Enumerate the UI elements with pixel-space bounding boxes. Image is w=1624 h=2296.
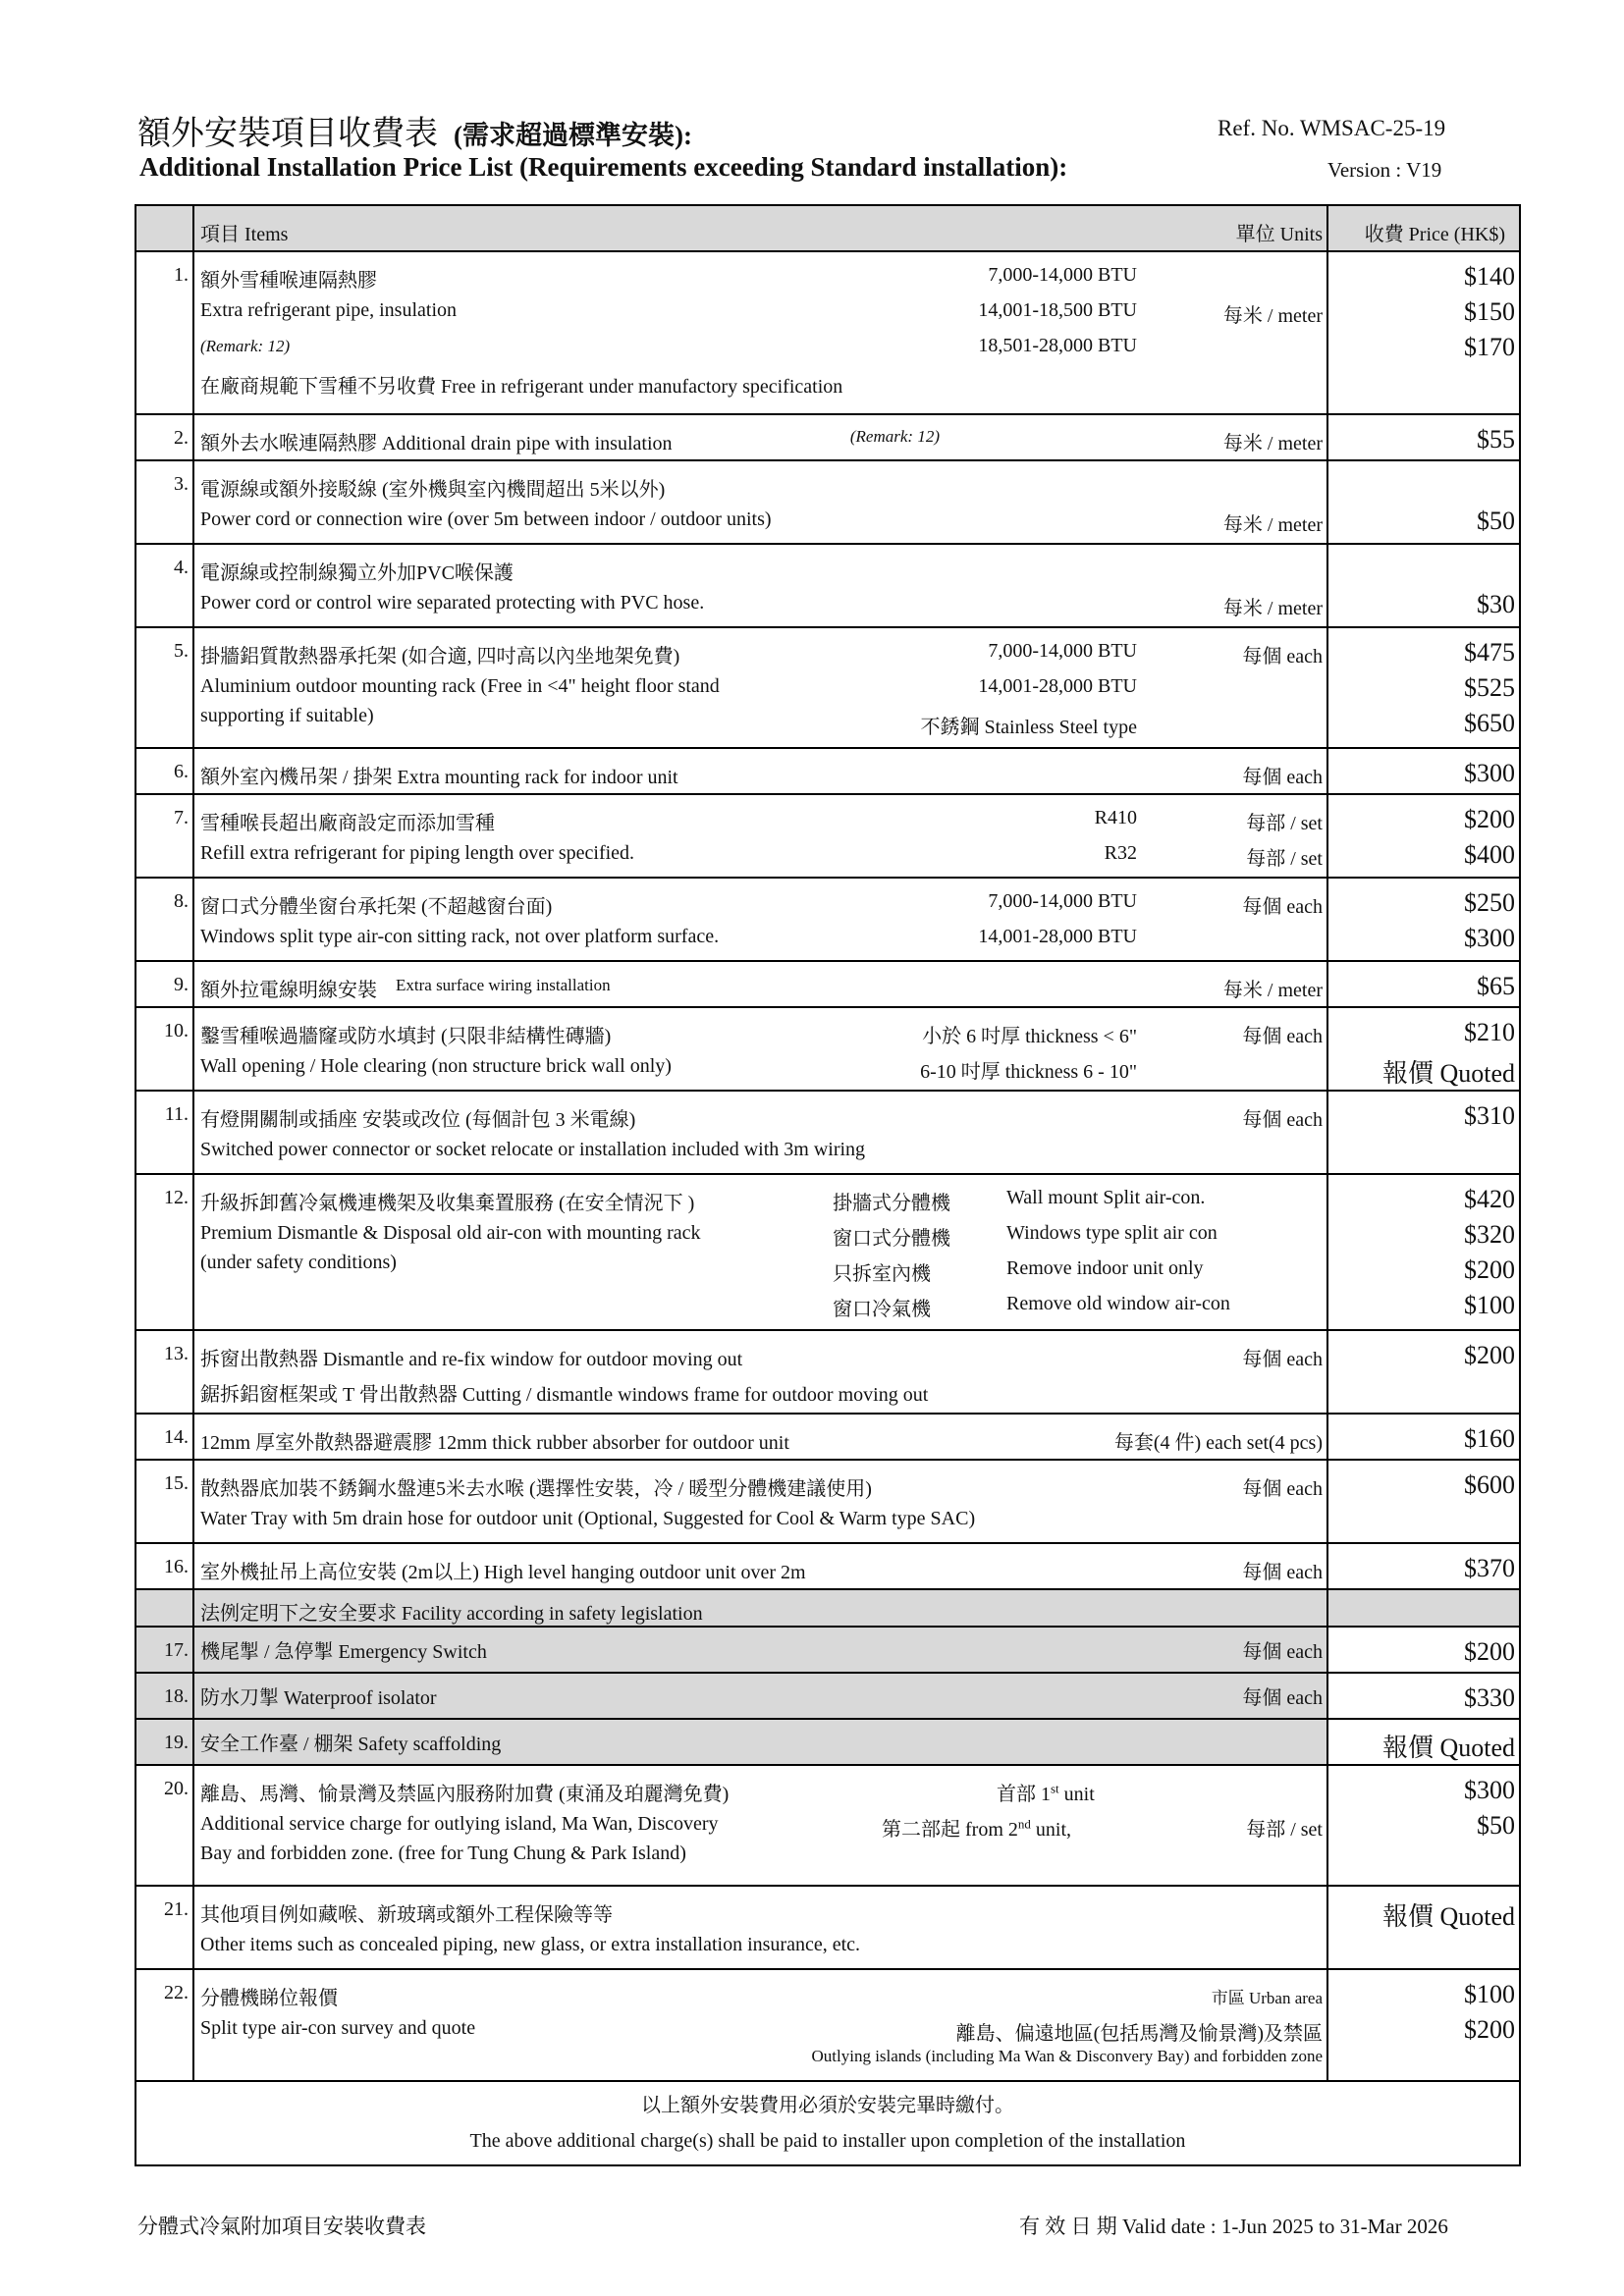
price: $170 <box>1464 333 1515 361</box>
table-row <box>135 1719 1520 1765</box>
price: $150 <box>1464 297 1515 326</box>
footer-left: 分體式冷氣附加項目安裝收費表 <box>137 2215 426 2238</box>
price: $140 <box>1464 262 1515 291</box>
unit: 離島、偏遠地區(包括馬灣及愉景灣)及禁區 <box>955 2023 1323 2045</box>
table-row <box>135 1007 1520 1091</box>
price: $310 <box>1464 1101 1515 1130</box>
item-text: 機尾掣 / 急停掣 Emergency Switch <box>200 1641 487 1663</box>
unit: 每個 each <box>1242 1109 1323 1131</box>
item-en: supporting if suitable) <box>200 705 374 726</box>
option-en: Remove old window air-con <box>1006 1293 1230 1314</box>
unit: 每個 each <box>1242 646 1323 667</box>
item-cn: 電源線或控制線獨立外加PVC喉保護 <box>200 562 514 584</box>
item-cn: 掛牆鋁質散熱器承托架 (如合適, 四吋高以內坐地架免費) <box>200 646 680 667</box>
row-number: 21. <box>135 1886 193 1969</box>
table-row <box>135 1969 1520 2081</box>
notice-cn: 以上額外安裝費用必須於安裝完畢時繳付。 <box>641 2095 1014 2116</box>
table-row <box>135 251 1520 414</box>
option-cn: 只拆室內機 <box>833 1263 931 1285</box>
unit: 每米 / meter <box>1222 514 1323 536</box>
item-cn: 升級拆卸舊冷氣機連機架及收集棄置服務 (在安全情況下 ) <box>200 1193 695 1214</box>
item-cn: 有燈開關制或插座 安裝或改位 (每個計包 3 米電線) <box>200 1109 636 1131</box>
row-number: 20. <box>135 1765 193 1886</box>
col-items: 項目 Items <box>200 224 289 245</box>
unit: 每部 / set <box>1246 813 1323 834</box>
price: $200 <box>1464 2015 1515 2044</box>
item-en: Split type air-con survey and quote <box>200 2017 476 2039</box>
row-number: 1. <box>135 251 193 414</box>
unit: 市區 Urban area <box>1211 1989 1323 2007</box>
row-number: 9. <box>135 961 193 1007</box>
spec: 7,000-14,000 BTU <box>988 640 1137 662</box>
item-en: Other items such as concealed piping, new glass, or extra installation insurance, etc. <box>200 1934 861 1955</box>
price: $200 <box>1464 1255 1515 1284</box>
price: $100 <box>1464 1291 1515 1319</box>
price: $475 <box>1464 638 1515 667</box>
spec: 14,001-18,500 BTU <box>978 299 1137 321</box>
option-cn: 窗口式分體機 <box>833 1228 950 1250</box>
spec: 第二部起 from 2nd unit, <box>882 1816 1072 1841</box>
table-row <box>135 1627 1520 1673</box>
row-number: 15. <box>135 1460 193 1543</box>
row-number: 3. <box>135 460 193 544</box>
unit: 每個 each <box>1242 1641 1323 1663</box>
unit: Outlying islands (including Ma Wan & Disconvery Bay) and forbidden zone <box>811 2047 1323 2065</box>
option-en: Remove indoor unit only <box>1006 1257 1204 1279</box>
price: $300 <box>1464 924 1515 952</box>
item-en: Extra surface wiring installation <box>396 976 611 994</box>
table-row <box>135 748 1520 794</box>
notice-en: The above additional charge(s) shall be paid to installer upon completion of the installation <box>469 2130 1186 2152</box>
table-row <box>135 414 1520 460</box>
item-text: 防水刀掣 Waterproof isolator <box>200 1687 437 1709</box>
table-row <box>135 1886 1520 1969</box>
table-row <box>135 961 1520 1007</box>
item-cn: 額外雪種喉連隔熱膠 <box>200 270 377 292</box>
footer-valid-date: 有 效 日 期 Valid date : 1-Jun 2025 to 31-Mar 2026 <box>1019 2215 1448 2238</box>
spec: 小於 6 吋厚 thickness < 6" <box>922 1026 1137 1047</box>
item-cn: 雪種喉長超出廠商設定而添加雪種 <box>200 813 495 834</box>
row-number: 7. <box>135 794 193 878</box>
unit: 每個 each <box>1242 1026 1323 1047</box>
table-row <box>135 794 1520 878</box>
unit: 每部 / set <box>1246 848 1323 870</box>
item-text: 拆窗出散熱器 Dismantle and re-fix window for outdoor moving out <box>200 1349 743 1370</box>
item-en: Power cord or connection wire (over 5m between indoor / outdoor units) <box>200 508 772 530</box>
item-note: 在廠商規範下雪種不另收費 Free in refrigerant under manufactory specification <box>200 376 843 398</box>
option-cn: 窗口冷氣機 <box>833 1299 931 1320</box>
item-en: Premium Dismantle & Disposal old air-con with mounting rack <box>200 1222 701 1244</box>
spec: 18,501-28,000 BTU <box>978 335 1137 356</box>
price: $55 <box>1477 425 1515 454</box>
row-number: 8. <box>135 878 193 961</box>
table-row <box>135 878 1520 961</box>
price: $300 <box>1464 1776 1515 1804</box>
table-row <box>135 1330 1520 1414</box>
price: $50 <box>1477 1811 1515 1840</box>
version: Version : V19 <box>1327 158 1442 182</box>
price: $200 <box>1464 805 1515 833</box>
price: 報價 Quoted <box>1381 1902 1515 1931</box>
price: $250 <box>1464 888 1515 917</box>
item-text: 額外去水喉連隔熱膠 Additional drain pipe with insulation <box>200 433 673 454</box>
price-table <box>135 204 1521 2166</box>
table-row <box>135 1543 1520 1589</box>
spec: R32 <box>1104 842 1137 864</box>
price: $420 <box>1464 1185 1515 1213</box>
remark: (Remark: 12) <box>849 427 940 446</box>
price: $200 <box>1464 1637 1515 1666</box>
row-number: 14. <box>135 1414 193 1460</box>
unit: 每部 / set <box>1246 1819 1323 1841</box>
table-row <box>135 1673 1520 1719</box>
spec: 14,001-28,000 BTU <box>978 926 1137 947</box>
row-number: 13. <box>135 1330 193 1414</box>
option-cn: 掛牆式分體機 <box>833 1193 950 1214</box>
price: $100 <box>1464 1980 1515 2008</box>
price: $400 <box>1464 840 1515 869</box>
spec: 14,001-28,000 BTU <box>978 675 1137 697</box>
price: $65 <box>1477 972 1515 1000</box>
table-row <box>135 1460 1520 1543</box>
unit: 每套(4 件) each set(4 pcs) <box>1113 1432 1323 1454</box>
option-en: Windows type split air con <box>1006 1222 1218 1244</box>
price: $320 <box>1464 1220 1515 1249</box>
row-number: 6. <box>135 748 193 794</box>
row-number: 4. <box>135 544 193 627</box>
item-en: Aluminium outdoor mounting rack (Free in <4" height floor stand <box>200 675 720 697</box>
row-number: 11. <box>135 1091 193 1174</box>
row-number: 10. <box>135 1007 193 1091</box>
item-cn: 離島、馬灣、愉景灣及禁區內服務附加費 (東涌及珀麗灣免費) <box>200 1784 730 1805</box>
item-text: 鋸拆鋁窗框架或 T 骨出散熱器 Cutting / dismantle windows frame for outdoor moving out <box>200 1384 929 1406</box>
item-text: 散熱器底加裝不銹鋼水盤連5米去水喉 (選擇性安裝，冷 / 暖型分體機建議使用) <box>200 1478 872 1500</box>
spec: 7,000-14,000 BTU <box>988 890 1137 912</box>
item-cn: 電源線或額外接駁線 (室外機與室內機間超出 5米以外) <box>200 479 666 501</box>
item-text: 額外室內機吊架 / 掛架 Extra mounting rack for indoor unit <box>200 767 678 788</box>
option-en: Wall mount Split air-con. <box>1006 1187 1206 1208</box>
unit: 每個 each <box>1242 896 1323 918</box>
col-price: 收費 Price (HK$) <box>1364 224 1505 245</box>
unit: 每個 each <box>1242 767 1323 788</box>
price: $600 <box>1464 1470 1515 1499</box>
item-text: 室外機扯吊上高位安裝 (2m以上) High level hanging outdoor unit over 2m <box>200 1562 806 1583</box>
section-title: 法例定明下之安全要求 Facility according in safety legislation <box>200 1603 703 1625</box>
title-cn: 額外安裝項目收費表 (需求超過標準安裝): <box>137 116 692 152</box>
table-header <box>135 205 1520 251</box>
item-en: Refill extra refrigerant for piping length over specified. <box>200 842 635 864</box>
item-cn: 其他項目例如藏喉、新玻璃或額外工程保險等等 <box>200 1904 613 1926</box>
item-en: Extra refrigerant pipe, insulation <box>200 299 458 321</box>
section-header <box>135 1589 1520 1627</box>
price: 報價 Quoted <box>1381 1059 1515 1088</box>
table-row <box>135 1091 1520 1174</box>
unit: 每米 / meter <box>1222 980 1323 1001</box>
row-number: 2. <box>135 414 193 460</box>
table-row <box>135 1174 1520 1330</box>
unit: 每個 each <box>1242 1562 1323 1583</box>
unit: 每個 each <box>1242 1687 1323 1709</box>
table-row <box>135 544 1520 627</box>
table-row <box>135 460 1520 544</box>
row-number: 5. <box>135 627 193 748</box>
title-en: Additional Installation Price List (Requirements exceeding Standard installation): <box>139 152 1068 182</box>
item-en: (under safety conditions) <box>200 1252 397 1273</box>
price: $370 <box>1464 1554 1515 1582</box>
spec: 7,000-14,000 BTU <box>988 264 1137 286</box>
row-number: 22. <box>135 1969 193 2081</box>
item-en: Switched power connector or socket relocate or installation included with 3m wiring <box>200 1139 866 1160</box>
ref-number: Ref. No. WMSAC-25-19 <box>1218 116 1446 140</box>
price: $160 <box>1464 1424 1515 1453</box>
remark: (Remark: 12) <box>200 337 291 355</box>
unit: 每米 / meter <box>1222 433 1323 454</box>
price: $330 <box>1464 1683 1515 1712</box>
table-row <box>135 1765 1520 1886</box>
item-en: Wall opening / Hole clearing (non structure brick wall only) <box>200 1055 672 1077</box>
table-row <box>135 627 1520 748</box>
item-en: Windows split type air-con sitting rack, not over platform surface. <box>200 926 720 947</box>
item-en: Additional service charge for outlying island, Ma Wan, Discovery <box>200 1813 719 1835</box>
row-number: 12. <box>135 1174 193 1330</box>
item-text: 安全工作臺 / 棚架 Safety scaffolding <box>200 1734 502 1755</box>
price: $200 <box>1464 1341 1515 1369</box>
item-en: Power cord or control wire separated protecting with PVC hose. <box>200 592 705 614</box>
row-number: 19. <box>135 1719 193 1765</box>
item-en: Bay and forbidden zone. (free for Tung Chung & Park Island) <box>200 1842 686 1864</box>
unit: 每米 / meter <box>1222 305 1323 327</box>
col-units: 單位 Units <box>1235 224 1323 245</box>
price: $210 <box>1464 1018 1515 1046</box>
spec: 不銹鋼 Stainless Steel type <box>920 717 1137 738</box>
row-number: 17. <box>135 1627 193 1673</box>
price: $300 <box>1464 759 1515 787</box>
title-cn-sub: (需求超過標準安裝): <box>454 121 692 150</box>
price: $50 <box>1477 507 1515 535</box>
spec: R410 <box>1094 807 1137 828</box>
item-text: Water Tray with 5m drain hose for outdoor unit (Optional, Suggested for Cool & Warm type SAC) <box>200 1508 976 1529</box>
unit: 每個 each <box>1242 1478 1323 1500</box>
table-row <box>135 1414 1520 1460</box>
item-text: 12mm 厚室外散熱器避震膠 12mm thick rubber absorber for outdoor unit <box>200 1432 789 1454</box>
item-cn: 分體機睇位報價 <box>200 1988 338 2009</box>
item-cn: 鑿雪種喉過牆窿或防水填封 (只限非結構性磚牆) <box>200 1026 612 1047</box>
unit: 每個 each <box>1242 1349 1323 1370</box>
price: $525 <box>1464 673 1515 702</box>
row-number: 16. <box>135 1543 193 1589</box>
row-number: 18. <box>135 1673 193 1719</box>
price: $650 <box>1464 709 1515 737</box>
notice-row <box>135 2081 1520 2165</box>
spec: 6-10 吋厚 thickness 6 - 10" <box>920 1061 1137 1083</box>
item-cn: 窗口式分體坐窗台承托架 (不超越窗台面) <box>200 896 553 918</box>
item-cn: 額外拉電線明線安裝 <box>200 980 377 1001</box>
spec: 首部 1st unit <box>997 1781 1095 1805</box>
unit: 每米 / meter <box>1222 598 1323 619</box>
price: 報價 Quoted <box>1381 1734 1515 1762</box>
price: $30 <box>1477 590 1515 618</box>
